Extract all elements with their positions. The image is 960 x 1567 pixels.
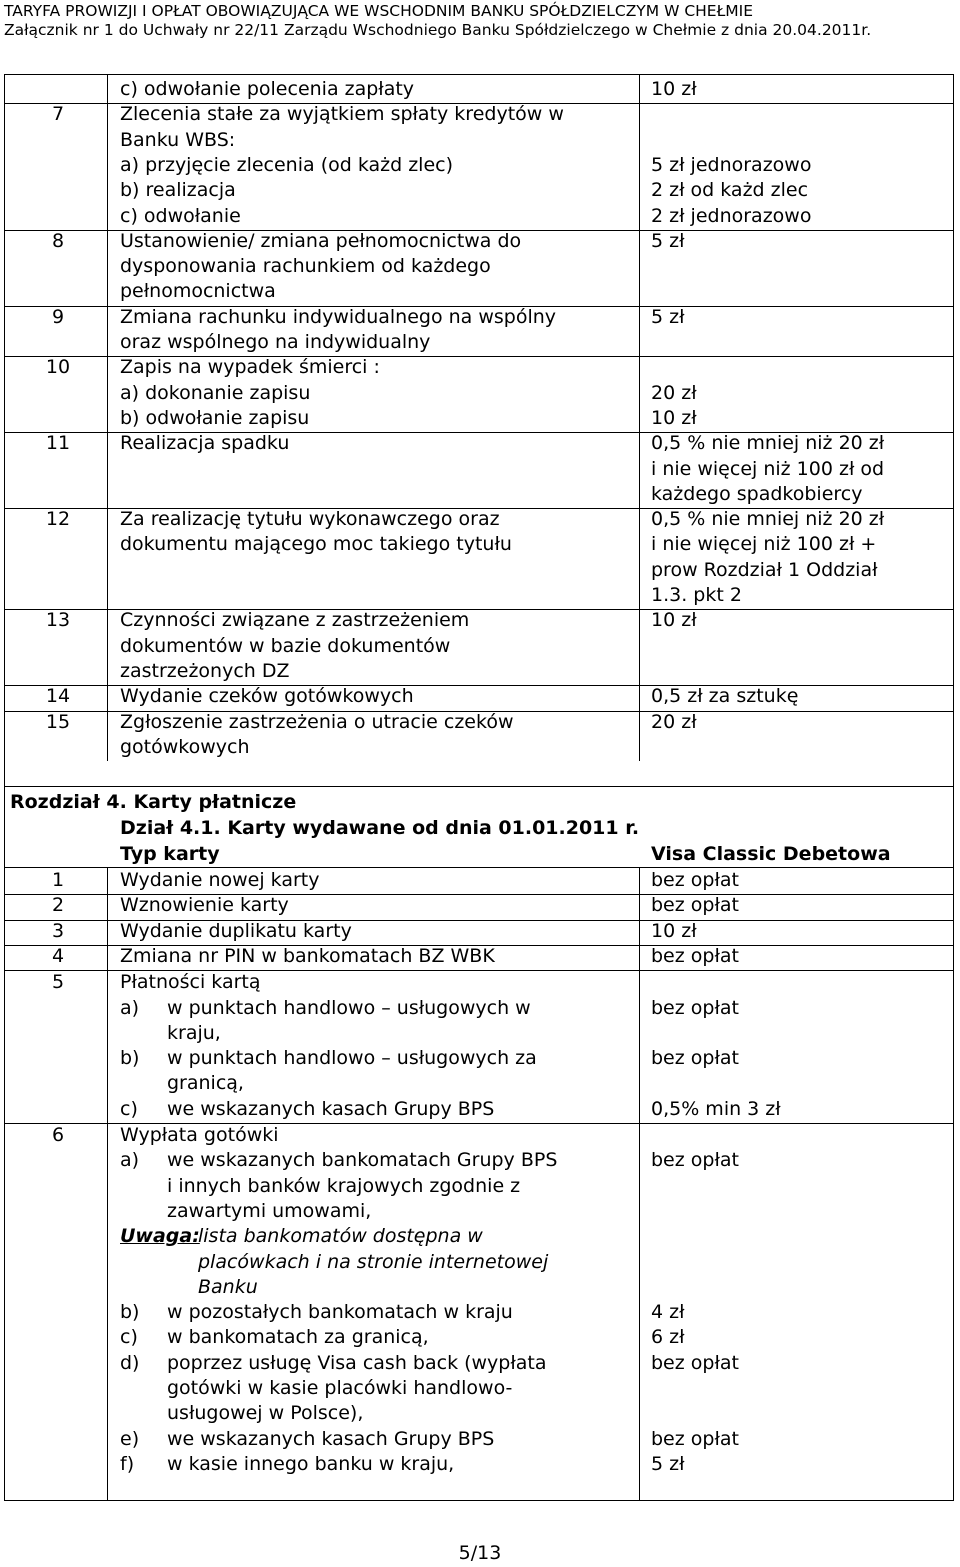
row-description: Zmiana rachunku indywidualnego na wspólny <box>120 305 557 328</box>
item-text: granicą, <box>167 1072 244 1095</box>
row-fee: 0,5 % nie mniej niż 20 zł <box>651 432 885 455</box>
row-fee: 5 zł <box>651 305 685 328</box>
item-letter: f) <box>120 1452 135 1475</box>
row-description: oraz wspólnego na indywidualny <box>120 331 431 353</box>
row-description: Czynności związane z zastrzeżeniem <box>120 609 470 632</box>
row-description: Wznowienie karty <box>120 894 289 917</box>
row-description: dokumentów w bazie dokumentów <box>120 634 451 657</box>
row-number: 9 <box>51 305 65 328</box>
row-description: a) dokonanie zapisu <box>120 381 311 404</box>
row-description: Wypłata gotówki <box>120 1124 279 1146</box>
row-number: 12 <box>45 508 71 531</box>
item-text: w punktach handlowo – usługowych za <box>167 1047 537 1070</box>
row-description: zastrzeżonych DZ <box>120 659 290 682</box>
header-title: TARYFA PROWIZJI I OPŁAT OBOWIĄZUJĄCA WE WSCHODNIM BANKU SPÓŁDZIELCZYM W CHEŁMIE <box>4 2 754 20</box>
row-description: b) realizacja <box>120 179 236 202</box>
subsection-heading: Dział 4.1. Karty wydawane od dnia 01.01.2011 r. <box>120 817 640 839</box>
item-letter: b) <box>120 1301 140 1324</box>
row-fee: 10 zł <box>651 78 697 100</box>
row-description: Wydanie czeków gotówkowych <box>120 685 414 708</box>
item-letter: b) <box>120 1047 140 1070</box>
row-fee: prow Rozdział 1 Oddział <box>651 558 878 581</box>
row-description: dysponowania rachunkiem od każdego <box>120 255 491 278</box>
column-divider <box>107 867 108 1500</box>
row-description: Zgłoszenie zastrzeżenia o utracie czeków <box>120 710 514 733</box>
row-description: Ustanowienie/ zmiana pełnomocnictwa do <box>120 229 522 252</box>
row-description: Płatności kartą <box>120 971 261 994</box>
row-description: c) odwołanie polecenia zapłaty <box>120 78 415 100</box>
row-fee: bez opłat <box>651 1047 739 1070</box>
row-description: a) przyjęcie zlecenia (od każd zlec) <box>120 153 454 176</box>
row-fee: 5 zł <box>651 1452 685 1475</box>
item-text: w bankomatach za granicą, <box>167 1326 429 1349</box>
column-divider <box>639 867 640 1500</box>
row-number: 13 <box>45 609 71 632</box>
item-text: we wskazanych bankomatach Grupy BPS <box>167 1149 558 1172</box>
item-text: w punktach handlowo – usługowych w <box>167 996 531 1019</box>
row-number: 14 <box>45 685 71 708</box>
row-description: Realizacja spadku <box>120 432 290 455</box>
row-fee: 1.3. pkt 2 <box>651 584 742 606</box>
row-fee: bez opłat <box>651 1351 739 1374</box>
row-number: 5 <box>51 971 65 994</box>
item-letter: e) <box>120 1427 140 1450</box>
item-text: poprzez usługę Visa cash back (wypłata <box>167 1351 547 1374</box>
item-text: zawartymi umowami, <box>167 1199 372 1222</box>
item-text: we wskazanych kasach Grupy BPS <box>167 1427 495 1450</box>
note-text: lista bankomatów dostępna w <box>198 1225 483 1248</box>
row-fee: 10 zł <box>651 609 697 632</box>
row-fee: bez opłat <box>651 1427 739 1450</box>
item-text: usługowej w Polsce), <box>167 1402 364 1425</box>
row-description: b) odwołanie zapisu <box>120 406 310 429</box>
row-fee: 4 zł <box>651 1301 685 1324</box>
row-fee: i nie więcej niż 100 zł + <box>651 533 877 556</box>
row-fee: 5 zł <box>651 229 685 252</box>
row-fee: 2 zł od każd zlec <box>651 179 809 202</box>
row-fee: 5 zł jednorazowo <box>651 153 812 176</box>
header-subtitle: Załącznik nr 1 do Uchwały nr 22/11 Zarządu Wschodniego Banku Spółdzielczego w Chełmie z dnia 20.04.2011r. <box>4 21 872 39</box>
row-number: 3 <box>51 919 65 942</box>
table-bottom-border <box>5 786 954 787</box>
row-description: dokumentu mającego moc takiego tytułu <box>120 533 512 556</box>
page-header <box>4 2 871 40</box>
row-fee: bez opłat <box>651 894 739 917</box>
item-text: i innych banków krajowych zgodnie z <box>167 1174 521 1197</box>
note-text: Banku <box>198 1275 258 1298</box>
row-number: 10 <box>45 356 71 379</box>
item-text: w kasie innego banku w kraju, <box>167 1452 455 1475</box>
row-description: Zmiana nr PIN w bankomatach BZ WBK <box>120 944 495 967</box>
row-number: 6 <box>51 1124 65 1146</box>
note-text: placówkach i na stronie internetowej <box>198 1250 549 1273</box>
row-fee: 0,5% min 3 zł <box>651 1097 781 1120</box>
row-fee: bez opłat <box>651 944 739 967</box>
row-number: 8 <box>51 229 65 252</box>
row-description: Wydanie duplikatu karty <box>120 919 352 942</box>
item-text: kraju, <box>167 1021 221 1044</box>
item-letter: a) <box>120 996 140 1019</box>
item-letter: c) <box>120 1326 138 1349</box>
row-description: pełnomocnictwa <box>120 280 276 303</box>
row-number: 1 <box>51 869 65 891</box>
row-fee: 20 zł <box>651 710 697 733</box>
row-description: Wydanie nowej karty <box>120 869 320 891</box>
row-number: 2 <box>51 894 65 917</box>
note-label: Uwaga: <box>120 1225 200 1248</box>
row-fee: 0,5 zł za sztukę <box>651 685 799 708</box>
item-letter: c) <box>120 1097 138 1120</box>
column-header-card: Visa Classic Debetowa <box>651 843 891 865</box>
column-divider <box>639 74 640 761</box>
item-text: gotówki w kasie placówki handlowo- <box>167 1377 513 1399</box>
row-fee: 10 zł <box>651 406 697 429</box>
row-fee: 2 zł jednorazowo <box>651 204 812 227</box>
row-number: 11 <box>45 432 71 455</box>
row-description: Zlecenia stałe za wyjątkiem spłaty kredytów w <box>120 103 564 126</box>
column-divider <box>107 74 108 761</box>
item-letter: d) <box>120 1351 140 1374</box>
row-number: 4 <box>51 944 65 967</box>
row-fee: 6 zł <box>651 1326 685 1349</box>
row-number: 7 <box>51 103 65 126</box>
item-text: w pozostałych bankomatach w kraju <box>167 1301 513 1324</box>
row-number: 15 <box>45 710 71 733</box>
item-letter: a) <box>120 1149 140 1172</box>
item-text: we wskazanych kasach Grupy BPS <box>167 1097 495 1120</box>
row-fee: bez opłat <box>651 1149 739 1172</box>
row-fee: bez opłat <box>651 996 739 1019</box>
row-description: gotówkowych <box>120 735 250 758</box>
row-description: Za realizację tytułu wykonawczego oraz <box>120 508 500 531</box>
row-fee: bez opłat <box>651 869 739 891</box>
row-description: c) odwołanie <box>120 204 241 227</box>
row-description: Zapis na wypadek śmierci : <box>120 356 380 379</box>
chapter-heading: Rozdział 4. Karty płatnicze <box>10 791 297 813</box>
row-fee: 20 zł <box>651 381 697 404</box>
row-description: Banku WBS: <box>120 128 236 151</box>
page-number: 5/13 <box>458 1542 502 1564</box>
row-fee: 10 zł <box>651 919 697 942</box>
row-fee: każdego spadkobiercy <box>651 482 863 505</box>
row-fee: i nie więcej niż 100 zł od <box>651 457 885 480</box>
row-fee: 0,5 % nie mniej niż 20 zł <box>651 508 885 531</box>
column-header-type: Typ karty <box>120 843 220 865</box>
